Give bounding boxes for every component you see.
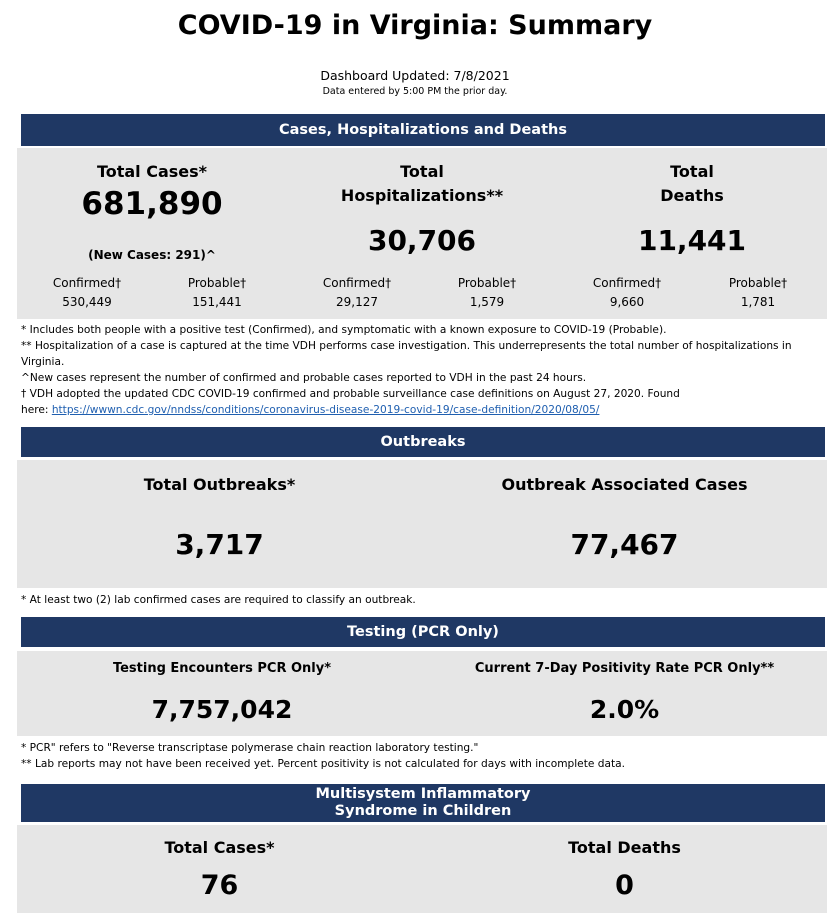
cases-confirmed-label: Confirmed† [52,276,122,290]
deaths-value: 11,441 [637,224,747,257]
positivity-value: 2.0% [589,695,660,724]
testing-encounters-label: Testing Encounters PCR Only* [112,661,332,676]
total-cases-value: 681,890 [81,186,223,222]
total-outbreaks-label: Total Outbreaks* [143,475,296,494]
deaths-confirmed-value: 9,660 [609,295,645,309]
cases-probable-label: Probable† [187,276,247,290]
hosp-confirmed-label: Confirmed† [322,276,392,290]
page-title: COVID-19 in Virginia: Summary [177,10,653,41]
total-cases-label: Total Cases* [96,162,208,181]
hosp-confirmed-value: 29,127 [336,295,378,309]
deaths-label-line2: Deaths [660,186,724,205]
misc-deaths-label: Total Deaths [568,838,681,857]
footnote-3: ^New cases represent the number of confirmed and probable cases reported to VDH in the past 24 hours. [21,372,587,384]
new-cases: (New Cases: 291)^ [88,248,216,262]
cases-probable-value: 151,441 [192,295,242,309]
footnote-2: ** Hospitalization of a case is captured at the time VDH performs case investigation. This underrepresents the total number of hospitalizations in Virginia. [21,340,792,368]
testing-footnote-2: ** Lab reports may not have been received yet. Percent positivity is not calculated for days with incomplete data. [21,758,625,770]
section-header-misc [21,784,825,822]
testing-footnote-1: * PCR" refers to "Reverse transcriptase polymerase chain reaction laboratory testing." [21,742,479,754]
misc-deaths-value: 0 [615,870,634,901]
deaths-probable-value: 1,781 [740,295,776,309]
outbreak-cases-value: 77,467 [570,528,679,561]
misc-header-line2: Syndrome in Children [334,803,512,819]
footnote-4-link-line [21,402,811,418]
misc-cases-label: Total Cases* [164,838,275,857]
section-header-testing: Testing (PCR Only) [21,617,825,647]
positivity-label: Current 7-Day Positivity Rate PCR Only** [474,661,775,676]
hosp-value: 30,706 [367,224,477,257]
misc-cases-value: 76 [200,870,239,901]
testing-panel [17,651,827,736]
misc-header-line1: Multisystem Inflammatory [315,786,531,802]
outbreak-cases-label: Outbreak Associated Cases [501,475,748,494]
hosp-label-line1: Total [400,162,444,181]
outbreak-footnote: * At least two (2) lab confirmed cases are required to classify an outbreak. [21,594,416,606]
testing-footnotes [21,740,811,772]
misc-panel [17,825,827,913]
hosp-probable-label: Probable† [457,276,517,290]
dashboard-updated: Dashboard Updated: 7/8/2021 [320,68,510,83]
footnote-4: † VDH adopted the updated CDC COVID-19 confirmed and probable surveillance case definitions on August 27, 2020. Found [21,388,680,400]
outbreaks-panel [17,460,827,588]
testing-encounters-value: 7,757,042 [151,695,293,724]
footnote-1: * Includes both people with a positive test (Confirmed), and symptomatic with a known exposure to COVID-19 (Probable). [21,324,667,336]
section-header-outbreaks: Outbreaks [21,427,825,457]
cases-panel [17,148,827,319]
data-entered-note: Data entered by 5:00 PM the prior day. [322,86,508,97]
cases-footnotes [21,322,811,418]
deaths-label-line1: Total [670,162,714,181]
deaths-confirmed-label: Confirmed† [592,276,662,290]
hosp-label-line2: Hospitalizations** [340,186,504,205]
cdc-definition-link[interactable]: https://wwwn.cdc.gov/nndss/conditions/coronavirus-disease-2019-covid-19/case-definition/2020/08/05/ [51,404,600,416]
footnote-here: here: [21,404,52,416]
cases-confirmed-value: 530,449 [62,295,112,309]
section-header-cases: Cases, Hospitalizations and Deaths [21,114,825,146]
deaths-probable-label: Probable† [728,276,788,290]
total-outbreaks-value: 3,717 [175,528,264,561]
hosp-probable-value: 1,579 [469,295,505,309]
